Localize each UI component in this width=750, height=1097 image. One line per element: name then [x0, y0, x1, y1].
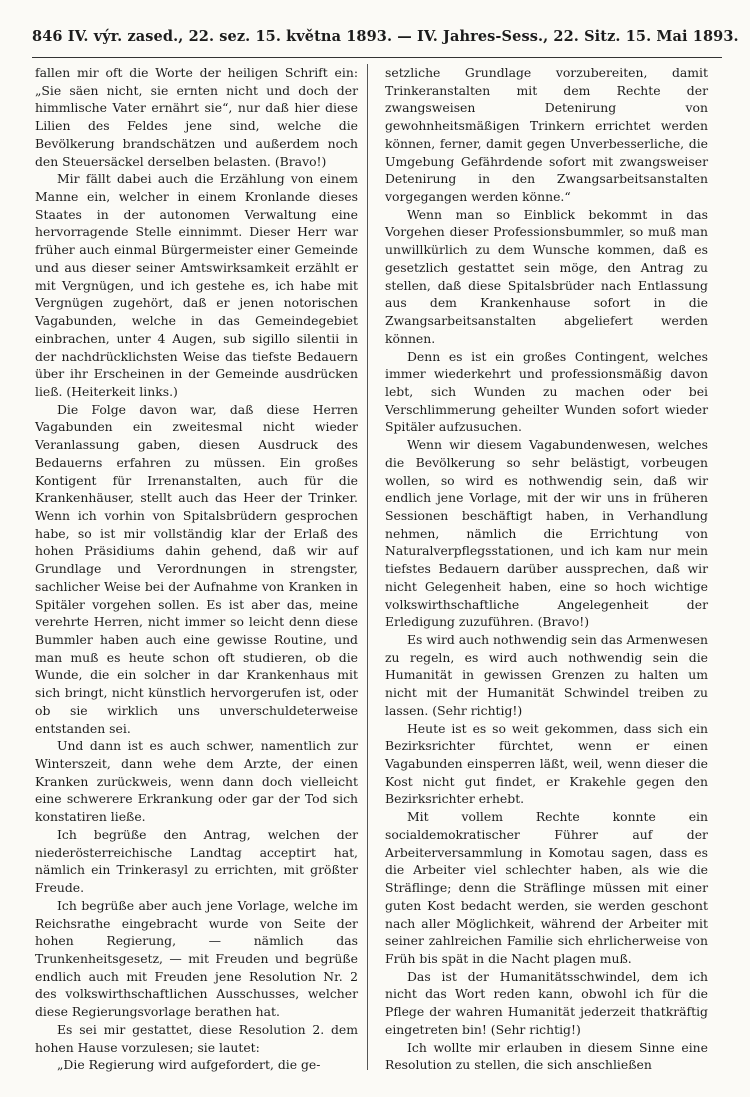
page-header: 846 IV. výr. zased., 22. sez. 15. května 1893. — IV. Jahres-Sess., 22. Sitz. 15. Mai 1893. [32, 28, 739, 45]
paragraph: Ich begrüße den Antrag, welchen der niederösterreichische Landtag acceptirt hat, nämlich ein Trinkerasyl zu errichten, mit größter Freude. [35, 826, 358, 896]
paragraph: Mir fällt dabei auch die Erzählung von einem Manne ein, welcher in einem Kronlande dieses Staates in der autonomen Verwaltung eine hervorragende Stelle einnimmt. Dieser Herr war früher auch einmal Bürgermeister einer Gemeinde und aus dieser seiner Amtswirksamkeit erzählt er mit Vergnügen, und ich gestehe es, ich habe mit Vergnügen zugehört, daß er jenen notorischen Vagabunden, welche in das Gemeindegebiet einbrachen, unter 4 Augen, sub sigillo silentii in der nachdrücklichsten Weise das tiefste Bedauern über ihr Erscheinen in der Gemeinde ausdrücken ließ. (Heiterkeit links.) [35, 171, 358, 399]
paragraph: Wenn man so Einblick bekommt in das Vorgehen dieser Professionsbummler, so muß man unwillkürlich zu dem Wunsche kommen, daß es gesetzlich gestattet sein möge, den Antrag zu stellen, daß diese Spitalsbrüder nach Entlassung aus dem Krankenhause sofort in die Zwangsarbeitsanstalten abgeliefert werden können. [385, 206, 708, 346]
paragraph: Denn es ist ein großes Contingent, welches immer wiederkehrt und professionsmäßig davon lebt, sich Wunden zu machen oder bei Verschlimmerung geheilter Wunden sofort wieder Spitäler aufzusuchen. [385, 348, 708, 435]
paragraph: Mit vollem Rechte konnte ein socialdemokratischer Führer auf der Arbeiterversammlung in Komotau sagen, dass es die Arbeiter viel schlechter haben, als wie die Sträflinge; denn die Sträflinge müssen mit einer guten Kost bedacht werden, sie werden geschont nach aller Möglichkeit, während der Arbeiter mit seiner zahlreichen Familie sich ehrlicherweise von Früh bis spät in die Nacht plagen muß. [385, 809, 708, 966]
paragraph: fallen mir oft die Worte der heiligen Schrift ein: „Sie säen nicht, sie ernten nicht und doch der himmlische Vater ernährt sie“, nur daß hier diese Lilien des Feldes jene sind, welche die Bevölkerung brandschätzen und außerdem noch den Steuersäckel derselben belasten. (Bravo!) [35, 65, 358, 169]
paragraph: Es wird auch nothwendig sein das Armenwesen zu regeln, es wird auch nothwendig sein die Humanität in gewissen Grenzen zu halten um nicht mit der Humanität Schwindel treiben zu lassen. (Sehr richtig!) [385, 632, 708, 718]
paragraph: „Die Regierung wird aufgefordert, die ge- [57, 1057, 321, 1073]
left-column [35, 64, 358, 1074]
right-column [385, 64, 708, 1074]
column-divider [367, 64, 368, 1070]
header-rule [32, 57, 722, 58]
paragraph: Es sei mir gestattet, diese Resolution 2. dem hohen Hause vorzulesen; sie lautet: [35, 1021, 358, 1055]
paragraph: Wenn wir diesem Vagabundenwesen, welches die Bevölkerung so sehr belästigt, vorbeugen wollen, so wird es nothwendig sein, daß wir endlich jene Vorlage, mit der wir uns in früheren Sessionen beschäftigt haben, in Verhandlung nehmen, nämlich die Errichtung von Naturalverpflegsstationen, und ich kam nur mein tiefstes Bedauern darüber aussprechen, daß wir nicht Gelegenheit haben, eine so hoch wichtige volkswirthschaftliche Angelegenheit der Erledigung zuzuführen. (Bravo!) [385, 437, 708, 630]
paragraph: Heute ist es so weit gekommen, dass sich ein Bezirksrichter fürchtet, wenn er einen Vagabunden einsperren läßt, weil, wenn dieser die Kost nicht gut findet, er Krakehle gegen den Bezirksrichter erhebt. [385, 720, 708, 807]
paragraph: Und dann ist es auch schwer, namentlich zur Winterszeit, dann wehe dem Arzte, der einen Kranken zurückweis, wenn dann doch vielleicht eine schwerere Erkrankung oder gar der Tod sich konstatiren ließe. [35, 738, 358, 825]
paragraph: Die Folge davon war, daß diese Herren Vagabunden ein zweitesmal nicht wieder Veranlassung gaben, diesen Ausdruck des Bedauerns erfahren zu müssen. Ein großes Kontigent für Irrenanstalten, auch für die Krankenhäuser, stellt auch das Heer der Trinker. Wenn ich vorhin von Spitalsbrüdern gesprochen habe, so ist mir vollständig klar der Erlaß des hohen Präsidiums dahin gehend, daß wir auf Grundlage und Verordnungen in strengster, sachlicher Weise bei der Aufnahme von Kranken in Spitäler vorgehen sollen. Es ist aber das, meine verehrte Herren, nicht immer so leicht denn diese Bummler haben auch eine gewisse Routine, und man muß es heute schon oft studieren, ob die Wunde, die ein solcher in dar Krankenhaus mit sich bringt, nicht künstlich hervorgerufen ist, oder ob sie wirklich uns unverschuldeterweise entstanden sei. [35, 401, 358, 736]
paragraph: setzliche Grundlage vorzubereiten, damit Trinkeranstalten mit dem Rechte der zwangsweisen Detenirung von gewohnheitsmäßigen Trinkern errichtet werden können, ferner, damit gegen Unverbesserliche, die Umgebung Gefährdende sofort mit zwangsweiser Detenirung in den Zwangsarbeitsanstalten vorgegangen werden könne.“ [385, 65, 708, 205]
paragraph: Ich wollte mir erlauben in diesem Sinne eine Resolution zu stellen, die sich anschließen [385, 1039, 708, 1073]
paragraph: Ich begrüße aber auch jene Vorlage, welche im Reichsrathe eingebracht wurde von Seite der hohen Regierung, — nämlich das Trunkenheitsgesetz, — mit Freuden und begrüße endlich auch mit Freuden jene Resolution Nr. 2 des volkswirthschaftlichen Ausschusses, welcher diese Regierungsvorlage berathen hat. [35, 897, 358, 1020]
paragraph: Das ist der Humanitätsschwindel, dem ich nicht das Wort reden kann, obwohl ich für die Pflege der wahren Humanität jederzeit thatkräftig eingetreten bin! (Sehr richtig!) [385, 968, 708, 1037]
